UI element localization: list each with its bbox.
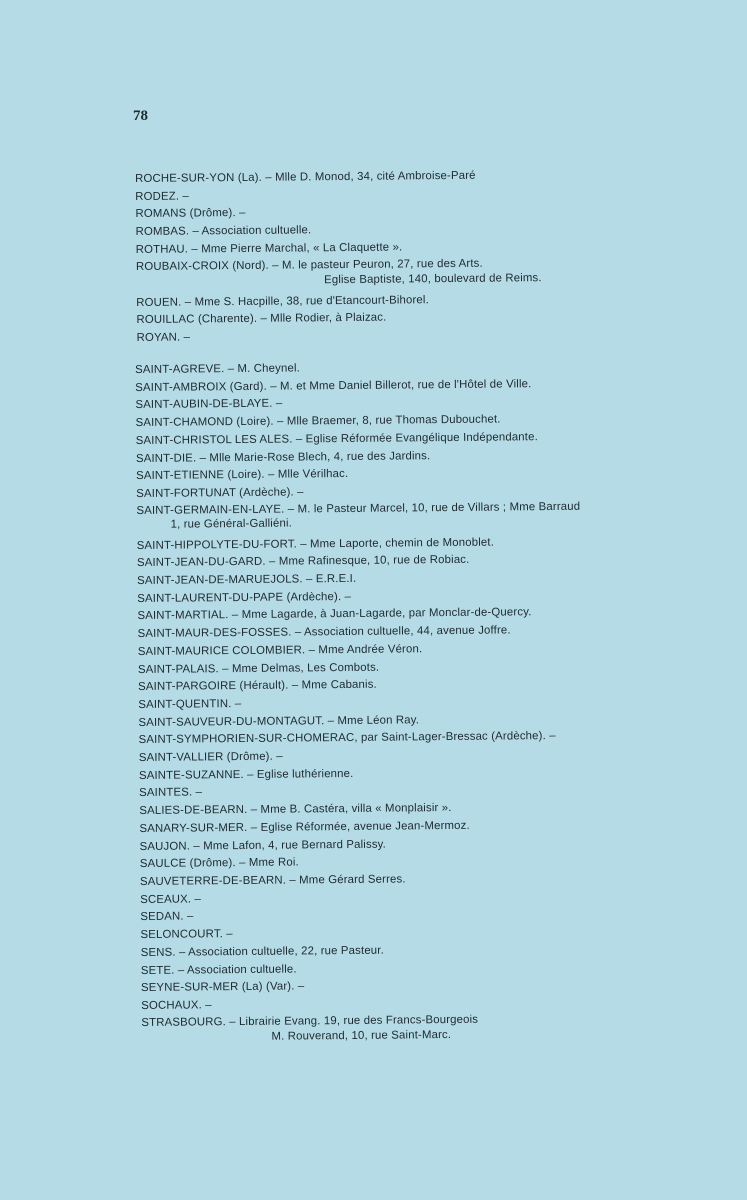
list-item: SAINT-MAURICE COLOMBIER. – Mme Andrée Véron.	[137, 643, 423, 658]
list-item: ROCHE-SUR-YON (La). – Mlle D. Monod, 34, cité Ambroise-Paré	[135, 169, 476, 185]
list-item: SETE. – Association cultuelle.	[140, 962, 297, 977]
list-item: SOCHAUX. –	[141, 999, 212, 1012]
list-item: SAINT-AGREVE. – M. Cheynel.	[135, 362, 300, 376]
list-item: SAINT-LAURENT-DU-PAPE (Ardèche). –	[137, 590, 352, 605]
list-item-continuation: Eglise Baptiste, 140, boulevard de Reims.	[323, 271, 542, 286]
list-item: SAINT-VALLIER (Drôme). –	[138, 750, 283, 765]
list-item: SAINT-AUBIN-DE-BLAYE. –	[135, 397, 283, 412]
list-item: ROYAN. –	[136, 331, 191, 344]
list-item: SAINT-FORTUNAT (Ardèche). –	[136, 486, 304, 500]
list-item: SAINTES. –	[139, 786, 203, 800]
directory-section-s	[135, 357, 702, 1046]
list-item-continuation: M. Rouverand, 10, rue Saint-Marc.	[271, 1028, 452, 1043]
list-item: SAINT-QUENTIN. –	[138, 697, 242, 711]
list-item: SAINT-DIE. – Mlle Marie-Rose Blech, 4, rue des Jardins.	[135, 449, 431, 465]
list-item: SEDAN. –	[140, 910, 194, 924]
list-item: SAUVETERRE-DE-BEARN. – Mme Gérard Serres.	[139, 873, 406, 888]
list-item: SAINT-SYMPHORIEN-SUR-CHOMERAC, par Saint-Lager-Bressac (Ardèche). –	[138, 730, 556, 747]
list-item: SAINT-AMBROIX (Gard). – M. et Mme Daniel Billerot, rue de l'Hôtel de Ville.	[135, 377, 532, 394]
list-item: ROMBAS. – Association cultuelle.	[135, 224, 312, 239]
list-item: SAINT-CHAMOND (Loire). – Mlle Braemer, 8, rue Thomas Dubouchet.	[135, 413, 501, 430]
list-item: SAINT-SAUVEUR-DU-MONTAGUT. – Mme Léon Ray.	[138, 713, 420, 729]
list-item-continuation: 1, rue Général-Galliéni.	[170, 517, 292, 531]
list-item: SENS. – Association cultuelle, 22, rue Pasteur.	[140, 944, 384, 959]
list-item: SAINT-JEAN-DU-GARD. – Mme Rafinesque, 10, rue de Robiac.	[136, 554, 470, 570]
list-item: ROUILLAC (Charente). – Mlle Rodier, à Plaizac.	[136, 311, 387, 327]
list-item: ROTHAU. – Mme Pierre Marchal, « La Claquette ».	[135, 241, 403, 256]
list-item: SCEAUX. –	[140, 893, 202, 906]
list-item: SELONCOURT. –	[140, 928, 233, 942]
list-item: SANARY-SUR-MER. – Eglise Réformée, avenue Jean-Mermoz.	[139, 819, 470, 835]
list-item: SAULCE (Drôme). – Mme Roi.	[139, 856, 299, 871]
list-item: SEYNE-SUR-MER (La) (Var). –	[140, 980, 305, 995]
list-item: SAINT-MAUR-DES-FOSSES. – Association cultuelle, 44, avenue Joffre.	[137, 624, 511, 641]
list-item: SAINT-MARTIAL. – Mme Lagarde, à Juan-Lagarde, par Monclar-de-Quercy.	[137, 606, 532, 623]
list-item: SALIES-DE-BEARN. – Mme B. Castéra, villa « Monplaisir ».	[139, 802, 452, 818]
list-item: ROUEN. – Mme S. Hacpille, 38, rue d'Etancourt-Bihorel.	[136, 293, 429, 309]
list-item: RODEZ. –	[135, 190, 190, 203]
list-item: SAINTE-SUZANNE. – Eglise luthérienne.	[138, 767, 354, 782]
page-number: 78	[133, 108, 148, 124]
list-item: STRASBOURG. – Librairie Evang. 19, rue des Francs-Bourgeois	[141, 1013, 479, 1029]
list-item: SAUJON. – Mme Lafon, 4, rue Bernard Palissy.	[139, 838, 387, 853]
list-item: SAINT-JEAN-DE-MARUEJOLS. – E.R.E.I.	[137, 572, 357, 588]
directory-section-r	[135, 166, 697, 348]
list-item: SAINT-PALAIS. – Mme Delmas, Les Combots.	[137, 661, 380, 676]
list-item: SAINT-HIPPOLYTE-DU-FORT. – Mme Laporte, chemin de Monoblet.	[136, 536, 495, 552]
list-item: ROMANS (Drôme). –	[135, 207, 246, 221]
list-item: ROUBAIX-CROIX (Nord). – M. le pasteur Peuron, 27, rue des Arts.	[135, 257, 483, 273]
list-item: SAINT-CHRISTOL LES ALES. – Eglise Réformée Evangélique Indépendante.	[135, 430, 538, 447]
list-item: SAINT-GERMAIN-EN-LAYE. – M. le Pasteur Marcel, 10, rue de Villars ; Mme Barraud	[136, 500, 581, 517]
list-item: SAINT-PARGOIRE (Hérault). – Mme Cabanis.	[138, 678, 377, 694]
list-item: SAINT-ETIENNE (Loire). – Mlle Vérilhac.	[136, 468, 349, 483]
